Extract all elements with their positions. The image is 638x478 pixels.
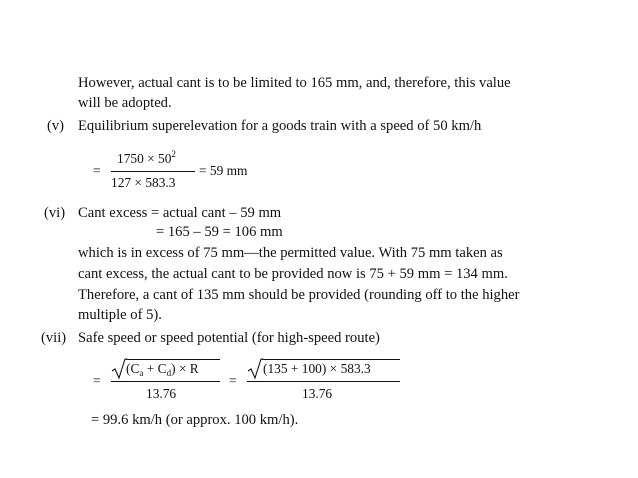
item-vi-line-2: = 165 – 59 = 106 mm: [156, 224, 283, 240]
item-vii-radical-2-icon: [247, 357, 263, 381]
item-vi-paragraph-line-4: multiple of 5).: [78, 307, 162, 323]
item-v-equals: =: [93, 163, 101, 178]
item-vii-radical-2-vinculum: [262, 359, 400, 360]
item-vi-line-1: Cant excess = actual cant – 59 mm: [78, 205, 282, 221]
intro-line-2: will be adopted.: [78, 95, 172, 111]
item-v-text: Equilibrium superelevation for a goods train with a speed of 50 km/h: [78, 118, 482, 134]
item-v-fraction-bar: [111, 171, 195, 172]
item-vi-paragraph-line-3: Therefore, a cant of 135 mm should be provided (rounding off to the higher: [78, 287, 520, 303]
item-vii-fraction-2-numerator: (135 + 100) × 583.3: [263, 361, 371, 376]
item-v-label: (v): [47, 118, 65, 134]
item-vii-equals-2: =: [229, 373, 237, 388]
item-vi-paragraph-line-2: cant excess, the actual cant to be provided now is 75 + 59 mm = 134 mm.: [78, 266, 508, 282]
item-vii-label: (vii): [41, 330, 67, 346]
item-vi-label: (vi): [44, 205, 66, 221]
intro-line-1: However, actual cant is to be limited to 165 mm, and, therefore, this value: [78, 75, 511, 91]
item-vii-text: Safe speed or speed potential (for high-speed route): [78, 330, 380, 346]
item-v-numerator: $1750 \times 50^2$: [117, 149, 176, 166]
item-vii-fraction-2-bar: [247, 381, 400, 382]
item-vii-fraction-1-denominator: 13.76: [146, 386, 177, 401]
item-vii-radical-1-vinculum: [126, 359, 220, 360]
item-v-result: = 59 mm: [199, 163, 248, 178]
item-vii-radical-1-icon: [111, 357, 127, 381]
item-vii-equals-1: =: [93, 373, 101, 388]
item-v-denominator: 127 × 583.3: [111, 175, 176, 190]
item-vii-fraction-2-denominator: 13.76: [302, 386, 333, 401]
item-vii-fraction-1-numerator: $(C_a + C_d) \times R$: [126, 361, 199, 378]
item-vii-fraction-1-bar: [111, 381, 220, 382]
item-vi-paragraph-line-1: which is in excess of 75 mm—the permitted value. With 75 mm taken as: [78, 245, 503, 261]
item-vii-result: = 99.6 km/h (or approx. 100 km/h).: [91, 412, 299, 428]
